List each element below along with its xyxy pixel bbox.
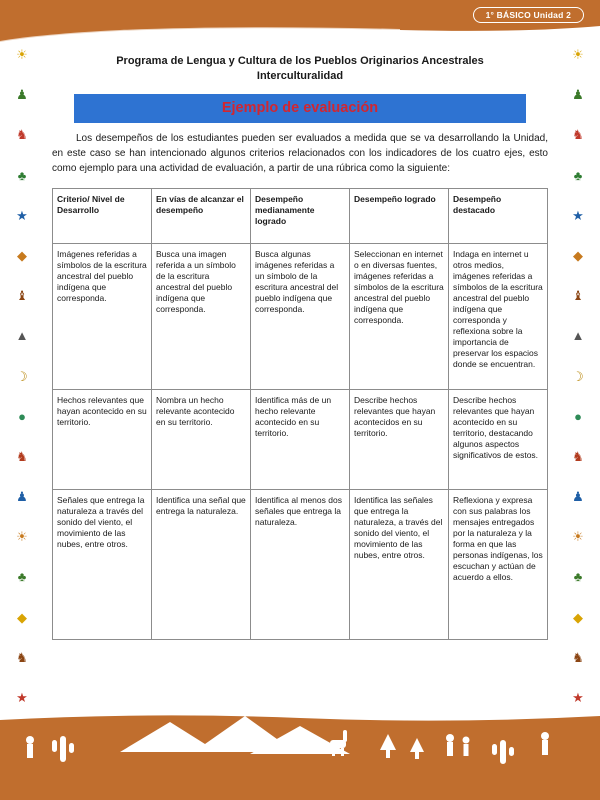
rubric-cell: Busca una imagen referida a un símbolo de la escritura ancestral del pueblo indígena que corresponda. [152, 243, 251, 389]
column-header: Desempeño logrado [350, 188, 449, 243]
bottom-band [0, 710, 600, 800]
sun-icon: ☀ [16, 47, 28, 62]
sun-icon: ☀ [572, 529, 584, 545]
mountain-icon: ▲ [15, 328, 29, 344]
rubric-table-head [53, 188, 548, 243]
rubric-cell: Identifica más de un hecho relevante acontecido en su territorio. [251, 389, 350, 489]
bird-icon: ♝ [572, 288, 584, 304]
landscape-silhouette [0, 710, 600, 800]
rubric-table [52, 188, 548, 640]
right-icon-strip [556, 48, 600, 704]
diamond-icon: ◆ [17, 247, 27, 263]
plant-icon: ♣ [573, 569, 583, 585]
star-icon: ★ [572, 207, 584, 223]
animal-icon: ♞ [572, 448, 584, 464]
moon-icon: ☽ [572, 368, 584, 384]
diamond-icon: ◆ [573, 609, 583, 625]
sun-icon: ☀ [16, 529, 28, 545]
top-band [0, 0, 600, 44]
table-row [53, 489, 548, 639]
column-header: En vías de alcanzar el desempeño [152, 188, 251, 243]
table-row [53, 243, 548, 389]
rubric-cell: Señales que entrega la naturaleza a través del sonido del viento, el movimiento de las nubes, entre otros. [53, 489, 152, 639]
animal-icon: ♞ [572, 127, 584, 143]
unit-badge: 1° BÁSICO Unidad 2 [473, 7, 584, 23]
page-content [52, 40, 548, 640]
figure-icon: ♟ [572, 87, 584, 103]
figure-icon: ♟ [16, 87, 28, 103]
program-title-line2: Interculturalidad [256, 69, 344, 82]
plant-icon: ♣ [17, 167, 27, 183]
animal-icon: ♞ [16, 448, 28, 464]
sun-icon: ☀ [572, 47, 584, 62]
bird-icon: ♝ [16, 288, 28, 304]
rubric-cell: Nombra un hecho relevante acontecido en su territorio. [152, 389, 251, 489]
plant-icon: ♣ [17, 569, 27, 585]
rubric-table-body [53, 243, 548, 639]
dot-icon: ● [574, 408, 582, 424]
figure-icon: ♟ [572, 489, 584, 505]
moon-icon: ☽ [16, 368, 28, 384]
star-icon: ★ [572, 690, 584, 705]
diamond-icon: ◆ [17, 609, 27, 625]
rubric-cell: Identifica una señal que entrega la naturaleza. [152, 489, 251, 639]
rubric-cell: Hechos relevantes que hayan acontecido en su territorio. [53, 389, 152, 489]
rubric-cell: Busca algunas imágenes referidas a un símbolo de la escritura ancestral del pueblo indígena que corresponda. [251, 243, 350, 389]
dot-icon: ● [18, 408, 26, 424]
rubric-cell: Identifica las señales que entrega la naturaleza, a través del sonido del viento, el movimiento de las nubes, entre otros. [350, 489, 449, 639]
plant-icon: ♣ [573, 167, 583, 183]
section-banner: Ejemplo de evaluación [74, 94, 526, 123]
program-title-line1: Programa de Lengua y Cultura de los Pueblos Originarios Ancestrales [116, 55, 484, 67]
rubric-cell: Reflexiona y expresa con sus palabras los mensajes entregados por la naturaleza y la forma en que las personas indígenas, los escuchan y actúan de acuerdo a ellos. [449, 489, 548, 639]
program-title [52, 54, 548, 84]
header-row [53, 188, 548, 243]
rubric-cell: Describe hechos relevantes que hayan acontecido en su territorio, destacando algunos aspectos significativos de estos. [449, 389, 548, 489]
column-header: Desempeño destacado [449, 188, 548, 243]
rubric-cell: Imágenes referidas a símbolos de la escritura ancestral del pueblo indígena que corresponda. [53, 243, 152, 389]
column-header: Criterio/ Nivel de Desarrollo [53, 188, 152, 243]
rubric-cell: Indaga en internet u otros medios, imágenes referidas a símbolos de la escritura ancestral del pueblo indígena que corresponda y reflexiona sobre la importancia de preservar los espacios donde se encuentran. [449, 243, 548, 389]
table-row [53, 389, 548, 489]
animal-icon: ♞ [572, 649, 584, 665]
column-header: Desempeño medianamente logrado [251, 188, 350, 243]
star-icon: ★ [16, 207, 28, 223]
mountain-icon: ▲ [571, 328, 585, 344]
animal-icon: ♞ [16, 649, 28, 665]
star-icon: ★ [16, 690, 28, 705]
rubric-cell: Identifica al menos dos señales que entrega la naturaleza. [251, 489, 350, 639]
rubric-cell: Seleccionan en internet o en diversas fuentes, imágenes referidas a símbolos de la escritura ancestral del pueblo indígena que corresponda. [350, 243, 449, 389]
left-icon-strip [0, 48, 44, 704]
intro-paragraph: Los desempeños de los estudiantes pueden ser evaluados a medida que se va desarrollando la Unidad, en este caso se han intencionado algunos criterios relacionados con los indicadores de los cuatro ejes, esto como ejemplo para una actividad de evaluación, a partir de una rúbrica como la siguiente: [52, 132, 548, 174]
animal-icon: ♞ [16, 127, 28, 143]
rubric-cell: Describe hechos relevantes que hayan acontecidos en su territorio. [350, 389, 449, 489]
figure-icon: ♟ [16, 489, 28, 505]
diamond-icon: ◆ [573, 247, 583, 263]
